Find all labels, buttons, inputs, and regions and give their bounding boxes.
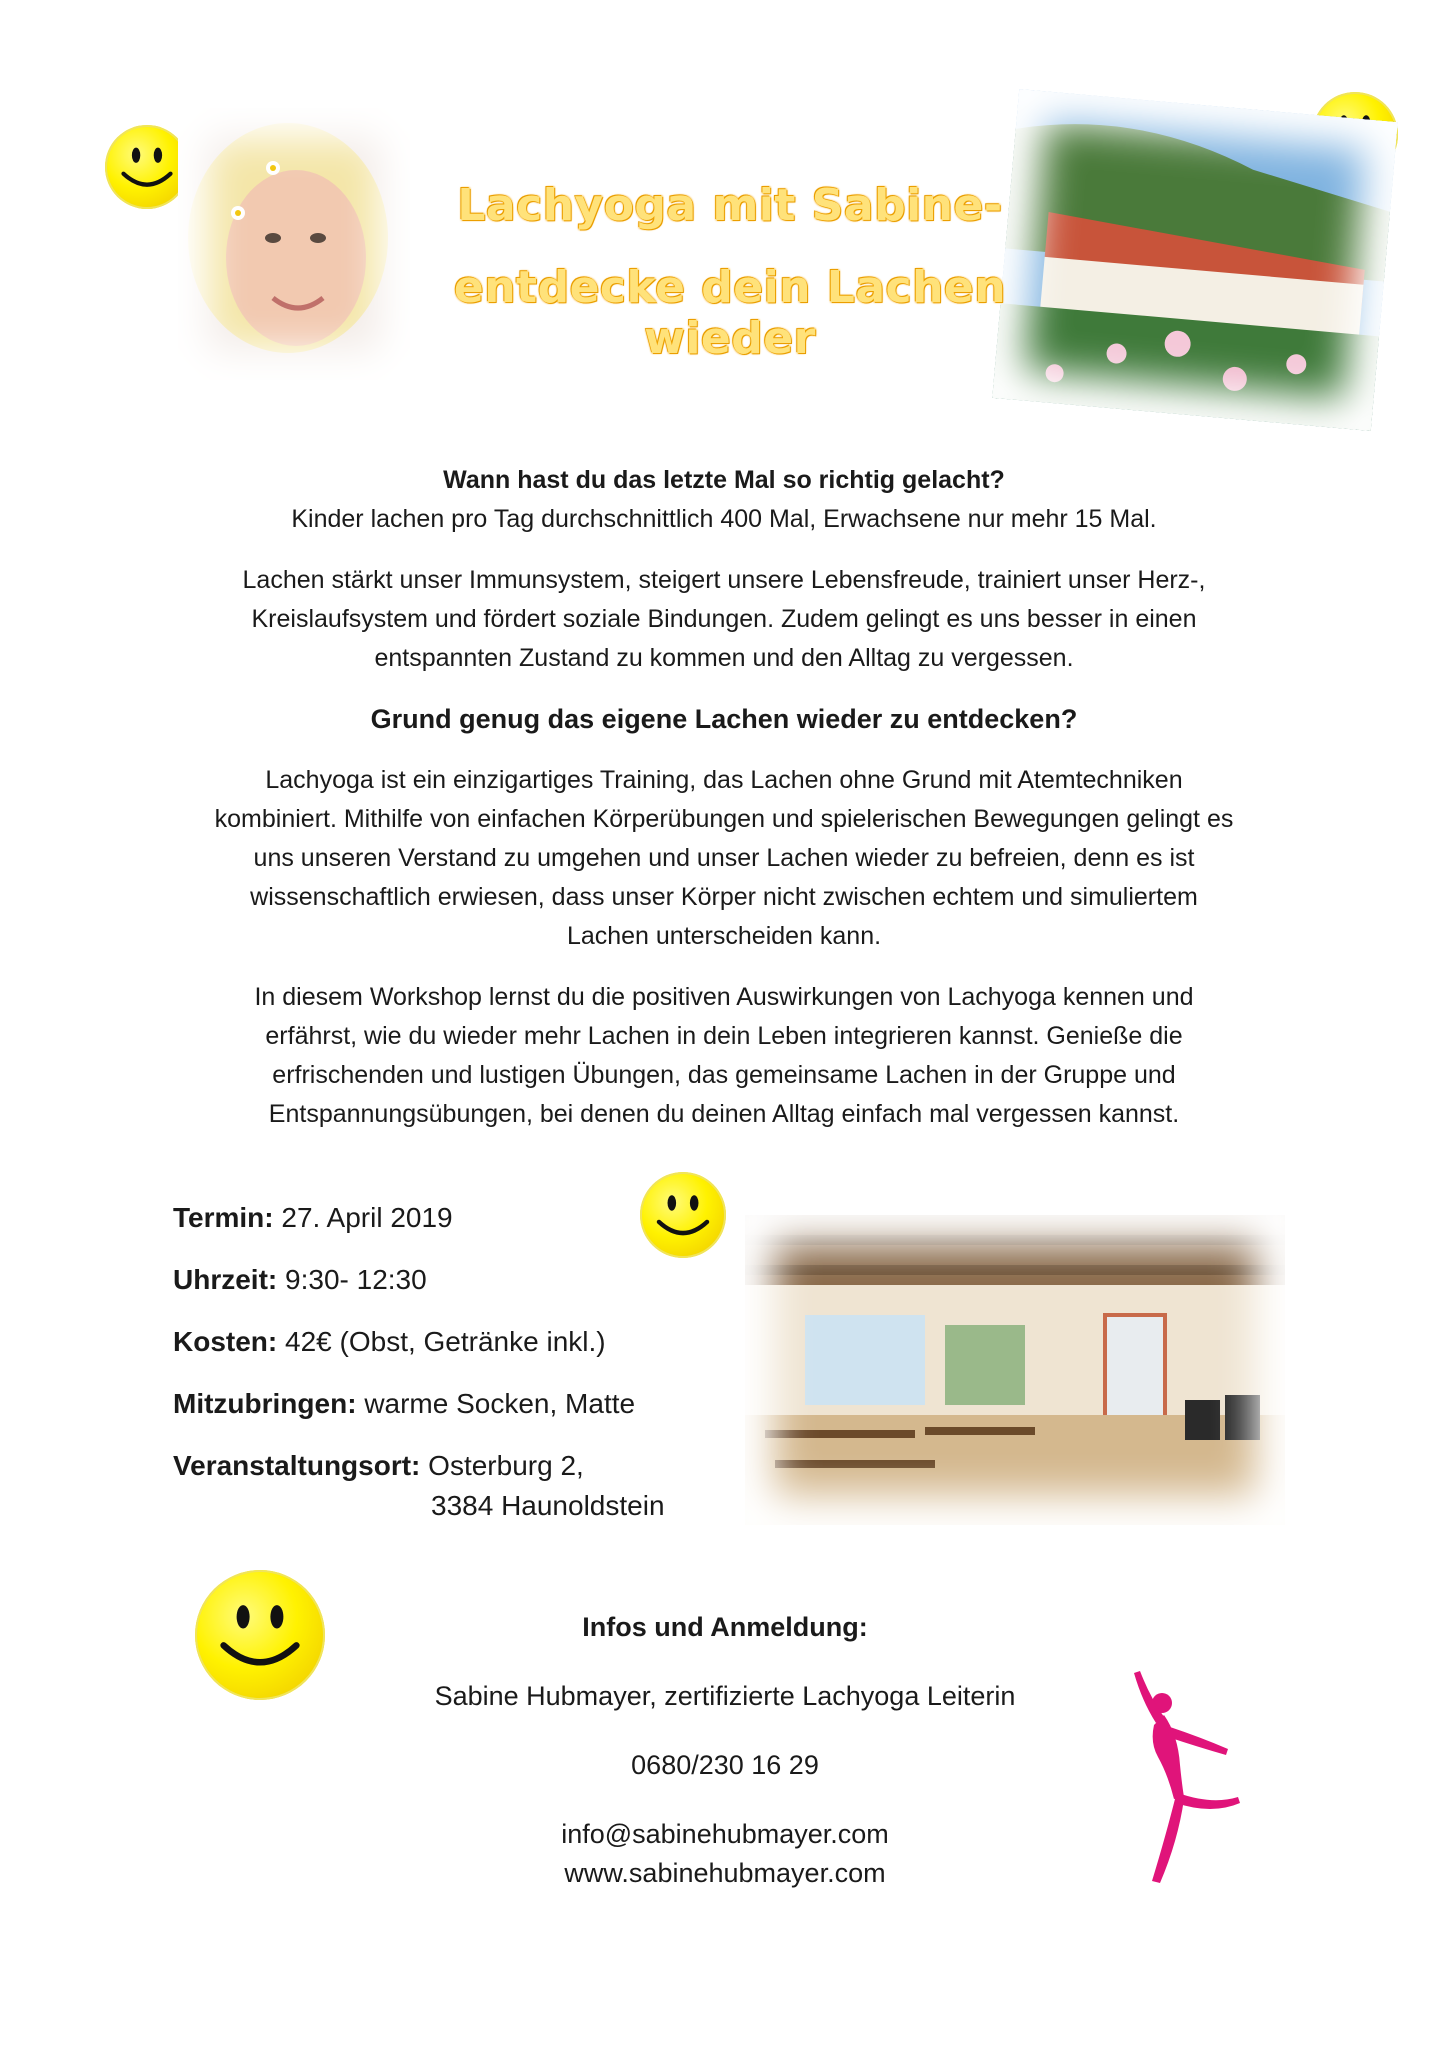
workshop-line: erfrischenden und lustigen Übungen, das gemeinsame Lachen in der Gruppe und: [272, 1061, 1176, 1089]
event-details: [173, 1200, 665, 1524]
termin-row: [173, 1200, 665, 1236]
workshop-line: In diesem Workshop lernst du die positiven Auswirkungen von Lachyoga kennen und: [254, 983, 1194, 1011]
termin-label: Termin:: [173, 1202, 274, 1233]
about-line: wissenschaftlich erwiesen, dass unser Körper nicht zwischen echtem und simuliertem: [250, 883, 1198, 911]
intro-fact: Kinder lachen pro Tag durchschnittlich 400 Mal, Erwachsene nur mehr 15 Mal.: [291, 505, 1157, 533]
kosten-label: Kosten:: [173, 1326, 278, 1357]
termin-value: 27. April 2019: [281, 1202, 453, 1233]
contact-name: Sabine Hubmayer, zertifizierte Lachyoga Leiterin: [434, 1681, 1016, 1711]
title-line-2: entdecke dein Lachen wieder: [453, 262, 1007, 364]
mitbringen-value: warme Socken, Matte: [364, 1388, 636, 1419]
contact-heading: Infos und Anmeldung:: [582, 1612, 868, 1642]
dancer-icon: [1120, 1665, 1240, 1890]
ort-value-line2: 3384 Haunoldstein: [431, 1490, 665, 1521]
benefits-line: Kreislaufsystem und fördert soziale Bindungen. Zudem gelingt es uns besser in einen: [251, 605, 1197, 633]
workshop-line: Entspannungsübungen, bei denen du deinen Alltag einfach mal vergessen kannst.: [268, 1100, 1180, 1128]
about-line: kombiniert. Mithilfe von einfachen Körperübungen und spielerischen Bewegungen gelingt es: [214, 805, 1234, 833]
portrait-photo: [178, 108, 410, 380]
contact-phone: 0680/230 16 29: [631, 1750, 819, 1780]
contact-section: [330, 1612, 1120, 1889]
intro-section: [160, 461, 1288, 1134]
title-line-1: Lachyoga mit Sabine-: [457, 180, 1003, 231]
intro-question: Wann hast du das letzte Mal so richtig gelacht?: [443, 466, 1005, 494]
about-line: Lachen unterscheiden kann.: [566, 922, 882, 950]
benefits-line: Lachen stärkt unser Immunsystem, steigert unsere Lebensfreude, trainiert unser Herz-,: [242, 566, 1206, 594]
ort-label: Veranstaltungsort:: [173, 1450, 421, 1481]
uhrzeit-value: 9:30- 12:30: [285, 1264, 427, 1295]
smiley-icon: [105, 125, 189, 209]
seminar-hall-photo: [745, 1215, 1285, 1525]
kosten-value: 42€ (Obst, Getränke inkl.): [285, 1326, 606, 1357]
kosten-row: [173, 1324, 665, 1360]
benefits-line: entspannten Zustand zu kommen und den Alltag zu vergessen.: [374, 644, 1074, 672]
uhrzeit-label: Uhrzeit:: [173, 1264, 278, 1295]
farm-building-photo: [992, 89, 1398, 431]
ort-row: [173, 1448, 665, 1484]
workshop-line: erfährst, wie du wieder mehr Lachen in dein Leben integrieren kannst. Genieße die: [265, 1022, 1183, 1050]
contact-email[interactable]: info@sabinehubmayer.com: [561, 1819, 889, 1849]
about-line: Lachyoga ist ein einzigartiges Training, das Lachen ohne Grund mit Atemtechniken: [265, 766, 1183, 794]
subheading: Grund genug das eigene Lachen wieder zu entdecken?: [370, 704, 1078, 734]
mitbringen-label: Mitzubringen:: [173, 1388, 357, 1419]
ort-value-line1: Osterburg 2,: [428, 1450, 584, 1481]
mitbringen-row: [173, 1386, 665, 1422]
about-line: uns unseren Verstand zu umgehen und unser Lachen wieder zu befreien, denn es ist: [253, 844, 1195, 872]
smiley-icon: [195, 1570, 325, 1700]
uhrzeit-row: [173, 1262, 665, 1298]
contact-website[interactable]: www.sabinehubmayer.com: [564, 1858, 886, 1888]
